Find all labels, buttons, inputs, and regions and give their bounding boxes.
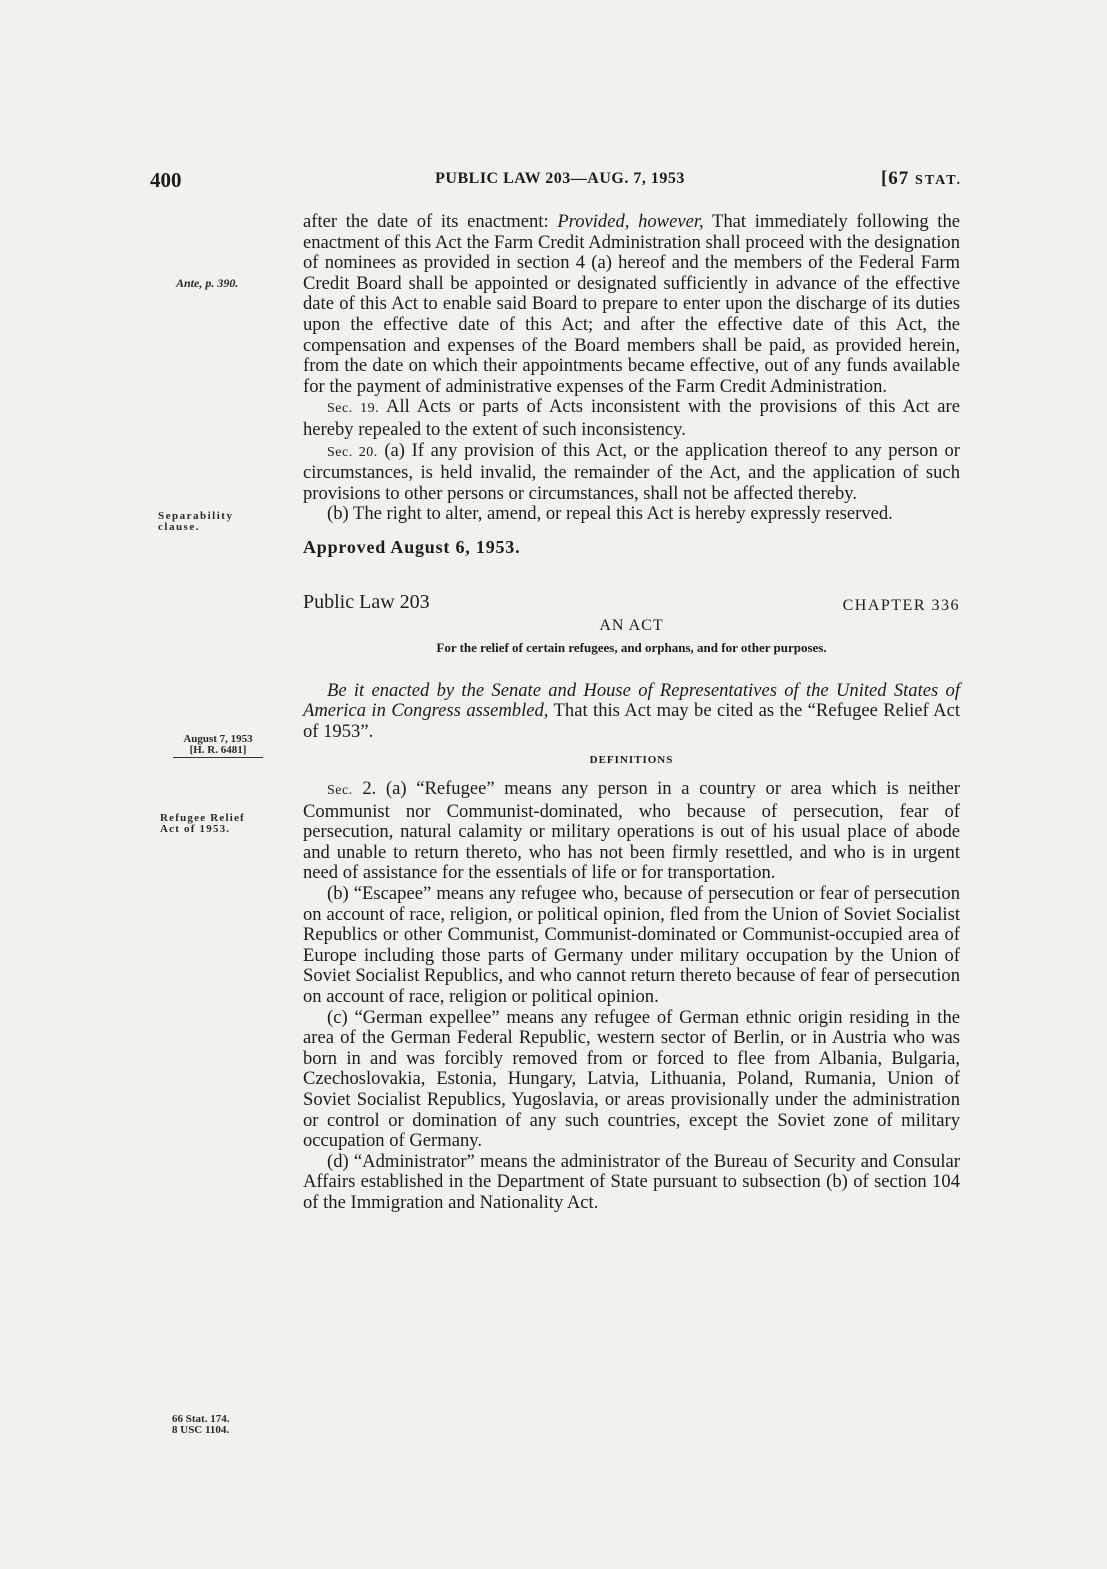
page-title: PUBLIC LAW 203—AUG. 7, 1953 — [435, 170, 685, 187]
section-20a: Sec. 20. (a) If any provision of this Act, or the application thereof to any person or circumstances, is held invalid, the remainder of the Act, and the application of such provisions to other persons or circumstances, shall not be affected thereby. — [303, 439, 960, 504]
section-2c: (c) “German expellee” means any refugee of German ethnic origin residing in the area of the German Federal Republic, western sector of Berlin, or in Austria who was born in and was forcibly removed from or forced to flee from Albania, Bulgaria, Czechoslovakia, Estonia, Hungary, Latvia, Lithuania, Poland, Rumania, Union of Soviet Socialist Republics, Yugoslavia, or areas provisionally under the administration or control or domination of any such countries, except the Soviet zone of military occupation of Germany. — [303, 1006, 960, 1152]
section-20b: (b) The right to alter, amend, or repeal this Act is hereby expressly reserved. — [327, 503, 893, 525]
statute-abbrev: STAT. — [915, 173, 962, 188]
margin-note-line: 66 Stat. 174. — [172, 1413, 230, 1425]
section-label: Sec. 19. — [327, 401, 380, 417]
margin-note-line: [H. R. 6481] — [189, 744, 247, 756]
paragraph-continuation: after the date of its enactment: Provided, however, That immediately following the enactment of this Act the Farm Credit Administration shall proceed with the designation of nominees as provided in section 4 (a) hereof and the members of the Federal Farm Credit Board shall be appointed or designated sufficiently in advance of the effective date of this Act to enable said Board to prepare to enter upon the discharge of its duties upon the effective date of this Act; and after the effective date of this Act, the compensation and expenses of the Board members shall be paid, as provided herein, from the date on which their appointments became effective, out of any funds available for the payment of administrative expenses of the Farm Credit Administration. — [303, 211, 960, 397]
margin-note-refugee-act — [160, 813, 245, 835]
margin-note-ante: Ante, p. 390. — [176, 276, 239, 290]
statute-bracket: [67 — [880, 168, 916, 189]
chapter-number: CHAPTER 336 — [842, 596, 960, 614]
section-label: Sec. — [327, 783, 353, 799]
statute-volume — [881, 168, 962, 190]
margin-note-date — [173, 734, 263, 758]
margin-note-line: Act of 1953. — [160, 823, 231, 835]
definitions-heading: DEFINITIONS — [589, 754, 674, 767]
an-act-heading: AN ACT — [599, 616, 664, 634]
proviso-italic: Provided, however, — [557, 211, 704, 232]
margin-note-line: August 7, 1953 — [183, 733, 253, 745]
margin-note-line: 8 USC 1104. — [172, 1424, 230, 1436]
margin-note-line: clause. — [158, 521, 200, 533]
public-law-number: Public Law 203 — [303, 590, 430, 613]
section-19: Sec. 19. All Acts or parts of Acts inconsistent with the provisions of this Act are hereby repealed to the extent of such inconsistency. — [303, 396, 961, 440]
public-law-heading — [303, 592, 960, 622]
act-purpose: For the relief of certain refugees, and orphans, and for other purposes. — [436, 640, 827, 656]
running-head — [150, 168, 970, 194]
margin-note-line: Refugee Relief — [160, 812, 245, 824]
text-column — [303, 212, 960, 1214]
approved-line: Approved August 6, 1953. — [303, 536, 521, 557]
page-number: 400 — [150, 168, 182, 192]
margin-note-statute — [172, 1414, 229, 1436]
margin-note-line: Separability — [158, 510, 234, 522]
section-2a: Sec. 2. (a) “Refugee” means any person in a country or area which is neither Communist nor Communist-dominated, who because of persecution, fear of persecution, natural calamity or military operations is out of his usual place of abode and unable to return thereto, who has not been firmly resettled, and who is in urgent need of assistance for the essentials of life or for transportation. — [303, 778, 960, 884]
enacting-italic: Be it enacted by the Senate and House of Representatives of the United States of America in Congress assembled, — [303, 679, 960, 722]
section-label: Sec. 20. — [327, 444, 378, 460]
margin-note-separability — [158, 511, 233, 533]
section-2d: (d) “Administrator” means the administrator of the Bureau of Security and Consular Affairs established in the Department of State pursuant to subsection (b) of section 104 of the Immigration and Nationality Act. — [303, 1150, 960, 1213]
enacting-clause: Be it enacted by the Senate and House of Representatives of the United States of America in Congress assembled, That this Act may be cited as the “Refugee Relief Act of 1953”. — [303, 679, 960, 742]
section-2b: (b) “Escapee” means any refugee who, because of persecution or fear of persecution on account of race, religion, or political opinion, fled from the Union of Soviet Socialist Republics or other Communist, Communist-dominated or Communist-occupied area of Europe including those parts of Germany under military occupation by the Union of Soviet Socialist Republics, and who cannot return thereto because of fear of persecution on account of race, religion or political opinion. — [303, 883, 960, 1007]
